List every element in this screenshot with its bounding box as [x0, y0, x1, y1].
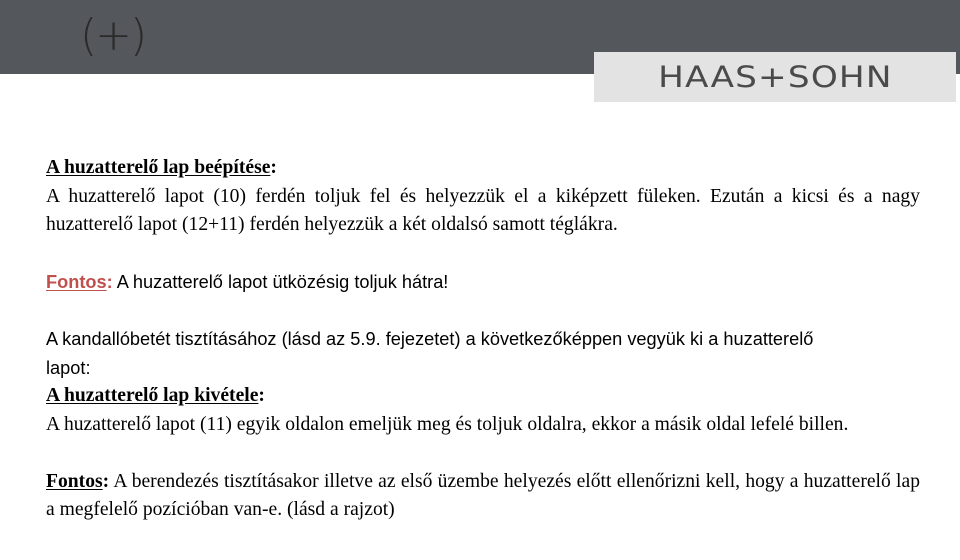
removal-heading-text: A huzatterelő lap kivétele: [46, 385, 259, 406]
spacer: [46, 439, 920, 468]
installation-paragraph: A huzatterelő lapot (10) ferdén toljuk fel és helyezzük el a kiképzett füleken. Ezután a kicsi és a nagy huzatterelő lapot (12+11) ferdén helyezzük a két oldalsó samott téglákra.: [46, 185, 920, 235]
section-heading-removal: [46, 382, 920, 411]
important-note-1-colon: :: [106, 272, 113, 292]
cleaning-intro-line-2: lapot:: [46, 357, 91, 378]
important-note-2-label: Fontos: [46, 470, 103, 492]
brand-logo-text: HAAS+SOHN: [657, 60, 893, 94]
manual-content: [46, 154, 920, 525]
spacer: [46, 297, 920, 326]
brand-logo: [594, 52, 956, 102]
important-note-1-text: A huzatterelő lapot ütközésig toljuk hátra!: [112, 272, 449, 292]
important-note-2: [46, 468, 920, 525]
installation-heading-text: A huzatterelő lap beépítése: [46, 157, 271, 178]
removal-heading-colon: :: [258, 385, 265, 406]
removal-paragraph: A huzatterelő lapot (11) egyik oldalon emeljük meg és toljuk oldalra, ekkor a másik oldal lefelé billen.: [46, 413, 849, 435]
important-note-1: [46, 268, 920, 297]
important-note-2-colon: :: [102, 470, 110, 492]
section-heading-installation: [46, 154, 920, 183]
spacer: [46, 240, 920, 269]
important-note-1-label: Fontos: [46, 272, 107, 292]
plus-in-parentheses-mark: (+): [80, 10, 146, 61]
important-note-2-text: A berendezés tisztításakor illetve az első üzembe helyezés előtt ellenőrizni kell, hogy a huzatterelő lap a megfelelő pozícióban van-e. (lásd a rajzot): [46, 470, 920, 520]
cleaning-intro-line-1: A kandallóbetét tisztításához (lásd az 5.9. fejezetet) a következőképpen vegyük ki a huzatterelő: [46, 329, 814, 349]
installation-heading-colon: :: [270, 157, 277, 178]
